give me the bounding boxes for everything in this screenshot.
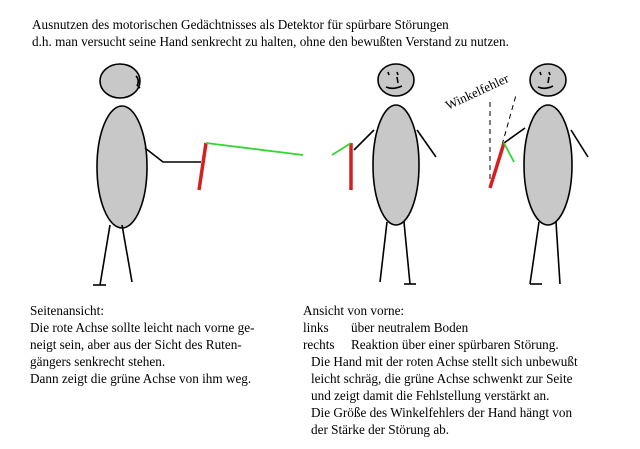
side-view-caption xyxy=(30,302,254,387)
leg-left xyxy=(380,222,387,282)
front-view-line-2: leicht schräg, die grüne Achse schwenkt zur Seite xyxy=(311,371,573,386)
side-view-line-1: Die rote Achse sollte leicht nach vorne ge- xyxy=(30,320,255,335)
arm xyxy=(145,148,201,162)
disturbance-red-axis xyxy=(490,143,504,188)
side-view-figure xyxy=(93,64,201,285)
angle-label: Winkelfehler xyxy=(442,70,511,113)
front-view-right-row xyxy=(303,336,578,353)
leg-right xyxy=(556,222,560,284)
front-view-line-1: Die Hand mit der roten Achse stellt sich unbewußt xyxy=(311,354,578,369)
arm-left xyxy=(354,130,374,150)
left-label: links xyxy=(303,320,329,335)
neutral-green-axis xyxy=(332,143,351,155)
leg-right xyxy=(122,225,132,282)
arm-left xyxy=(504,128,525,143)
arm-right xyxy=(417,130,436,157)
torso xyxy=(524,105,572,225)
front-view-line-4: Die Größe des Winkelfehlers der Hand hängt von xyxy=(311,405,573,420)
disturbance-green-axis xyxy=(504,143,514,162)
leg-left xyxy=(530,222,539,284)
side-green-axis xyxy=(206,143,303,155)
right-label: rechts xyxy=(303,337,335,352)
leg-left xyxy=(100,225,110,285)
front-view-left-row xyxy=(303,319,578,336)
front-view-neutral-figure xyxy=(354,64,436,284)
head xyxy=(100,64,140,98)
arm-right xyxy=(571,130,588,157)
leg-right xyxy=(404,222,410,284)
front-view-line-3: und zeigt damit die Fehlstellung verstärkt an. xyxy=(311,388,550,403)
side-red-axis xyxy=(199,143,206,190)
front-view-disturbance-figure xyxy=(504,64,588,284)
header-line-1: Ausnutzen des motorischen Gedächtnisses als Detektor für spürbare Störungen xyxy=(32,17,449,32)
torso xyxy=(373,105,419,225)
front-view-caption xyxy=(303,302,578,438)
head xyxy=(378,64,414,96)
front-view-line-5: der Stärke der Störung ab. xyxy=(311,422,450,437)
right-text: Reaktion über einer spürbaren Störung. xyxy=(351,337,559,352)
left-text: über neutralem Boden xyxy=(351,320,469,335)
side-view-line-3: gängers senkrecht stehen. xyxy=(30,354,166,369)
header-line-2: d.h. man versucht seine Hand senkrecht zu halten, ohne den bewußten Verstand zu nutzen. xyxy=(32,34,509,49)
torso xyxy=(97,106,147,228)
side-view-line-2: neigt sein, aber aus der Sicht des Ruten- xyxy=(30,337,242,352)
side-view-title: Seitenansicht: xyxy=(30,303,104,318)
side-view-line-4: Dann zeigt die grüne Achse von ihm weg. xyxy=(30,371,252,386)
front-view-title: Ansicht von vorne: xyxy=(303,303,405,318)
